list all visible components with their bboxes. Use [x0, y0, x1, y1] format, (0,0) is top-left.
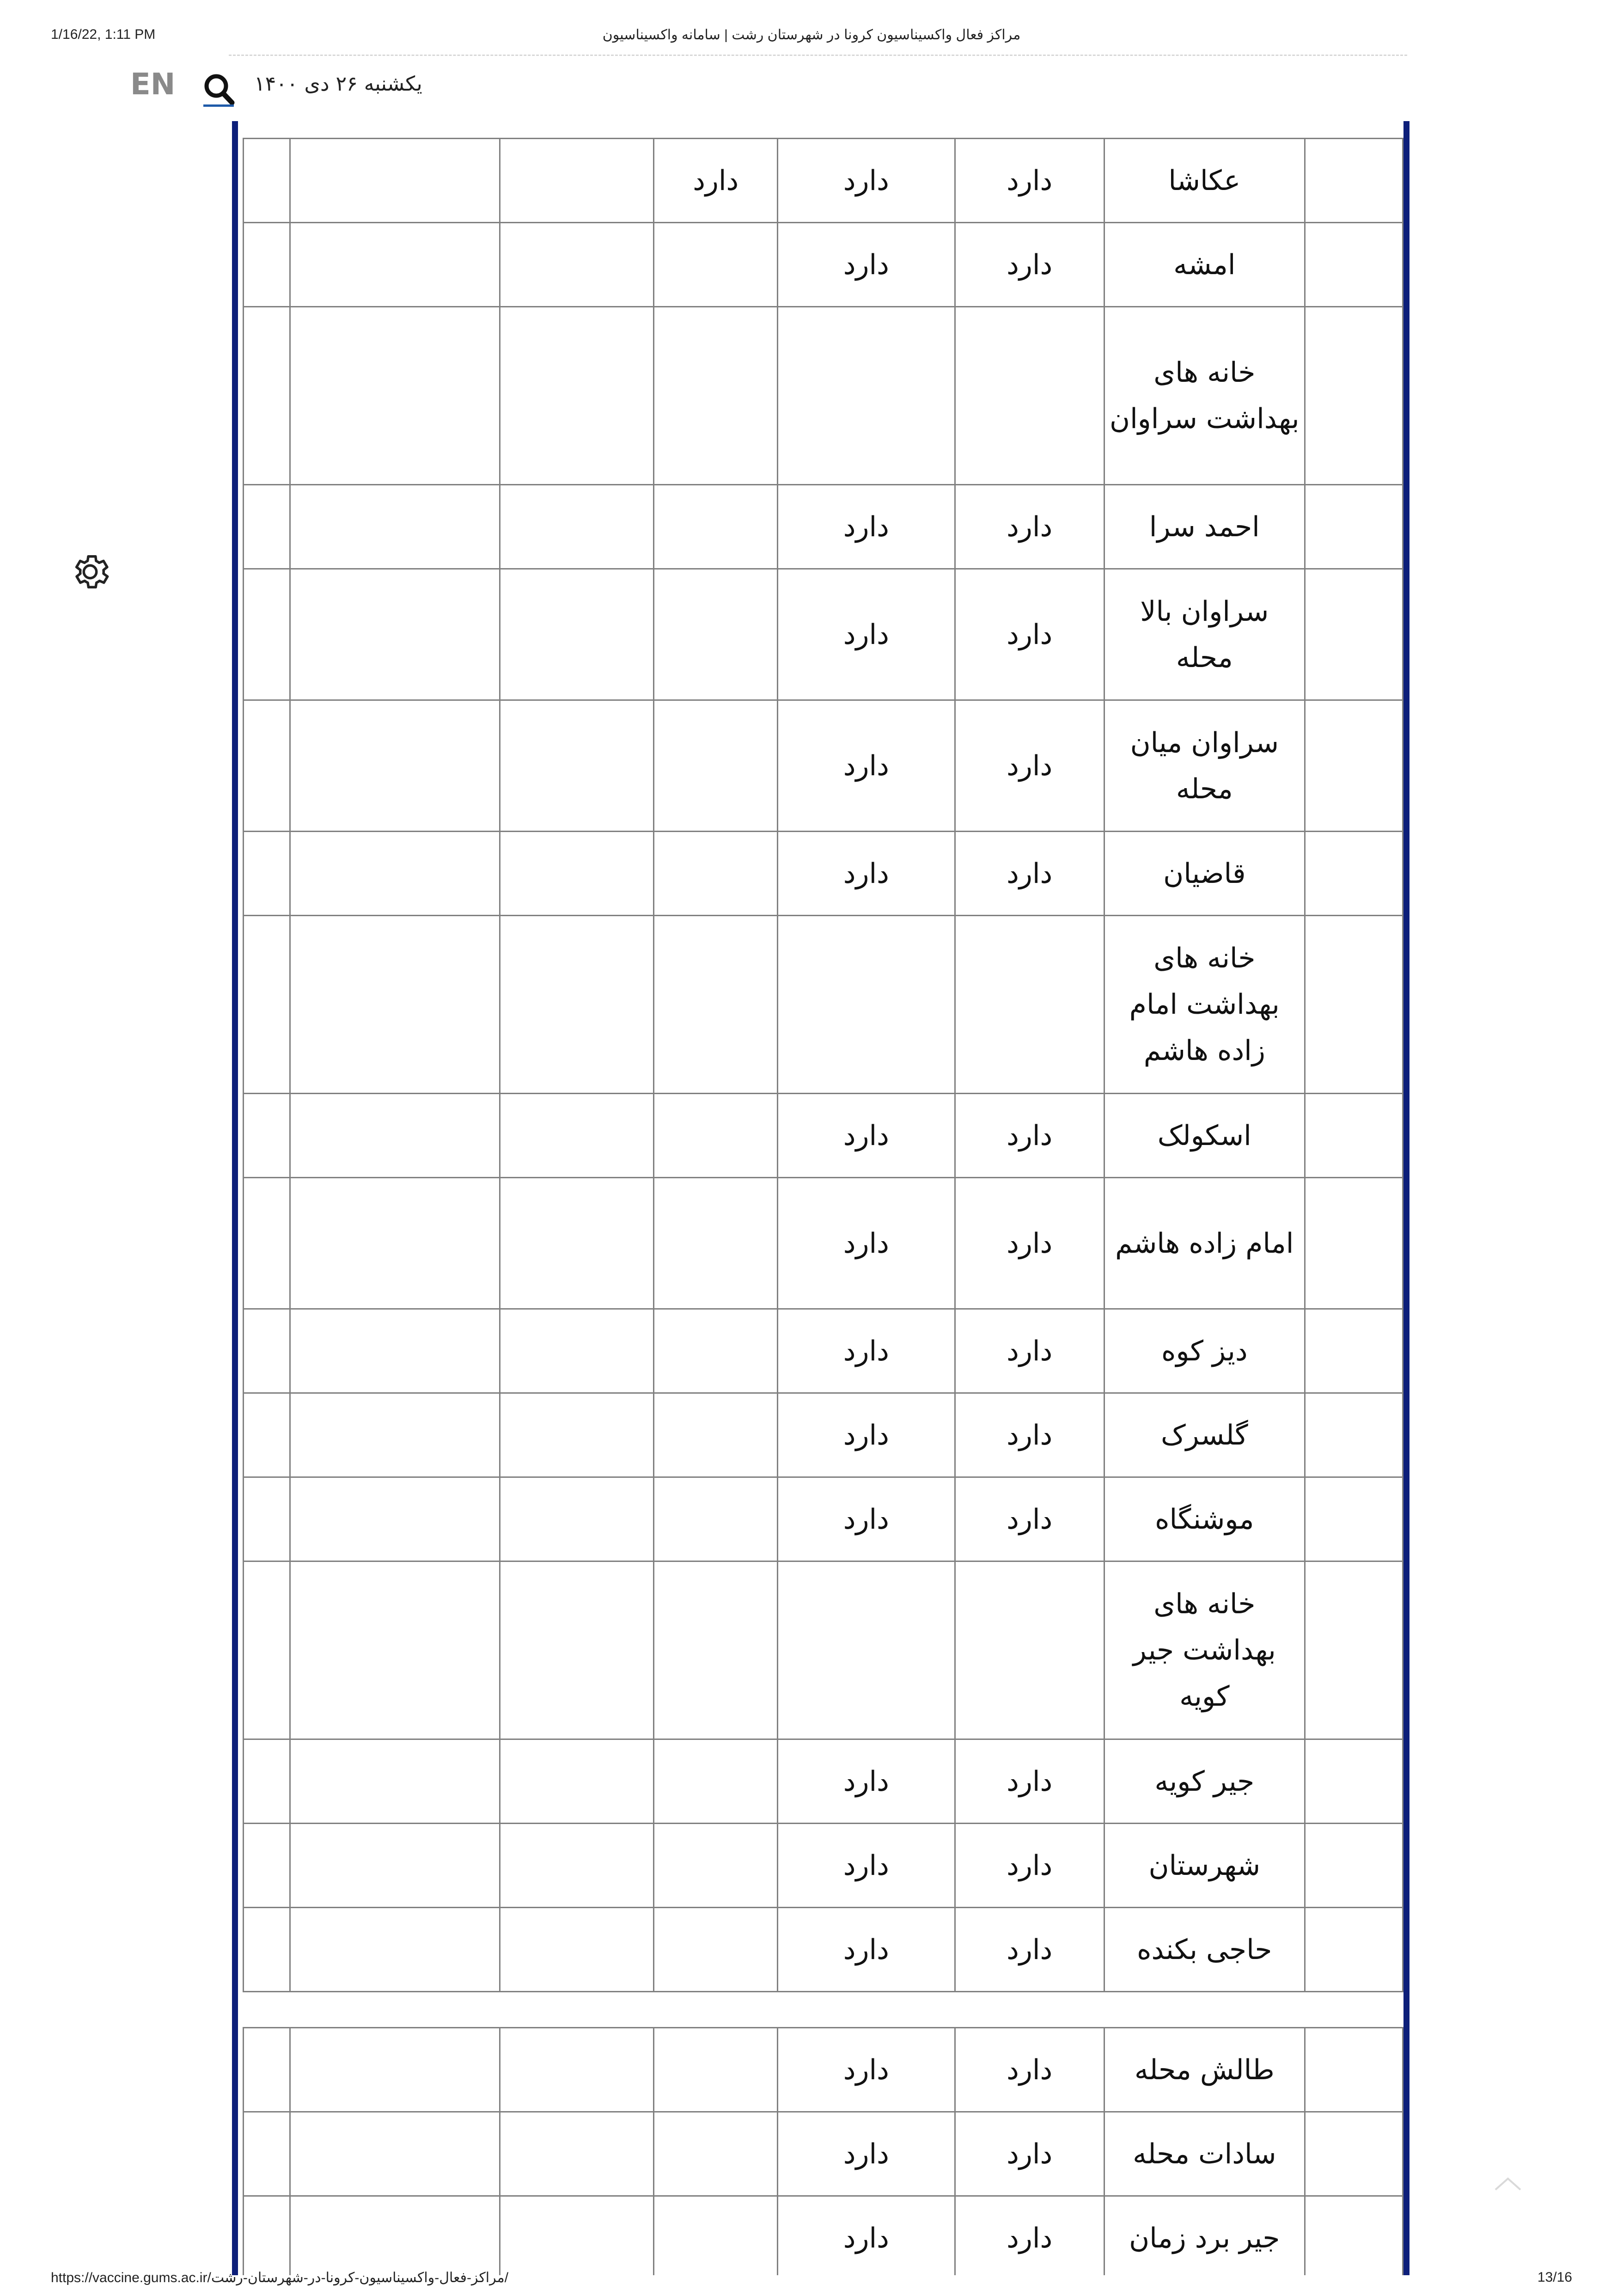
center-name-cell: اسکولک	[1104, 1094, 1305, 1178]
empty-cell	[290, 1908, 500, 1992]
print-footer	[0, 2270, 1623, 2288]
center-name-cell: جیر برد زمان	[1104, 2196, 1305, 2276]
empty-cell	[500, 1178, 654, 1309]
status-cell: دارد	[955, 700, 1104, 832]
empty-cell	[1305, 1739, 1403, 1824]
status-cell	[955, 307, 1104, 485]
center-name-cell: سراوان بالا محله	[1104, 569, 1305, 700]
status-cell: دارد	[778, 1309, 955, 1393]
gear-icon[interactable]	[68, 550, 112, 594]
empty-cell	[290, 1824, 500, 1908]
status-cell: دارد	[955, 2196, 1104, 2276]
empty-cell	[290, 2196, 500, 2276]
empty-cell	[244, 1393, 290, 1477]
status-cell	[654, 2028, 778, 2112]
empty-cell	[500, 1824, 654, 1908]
empty-cell	[290, 1393, 500, 1477]
status-cell	[778, 916, 955, 1094]
table-row	[244, 2112, 1403, 2196]
vaccination-centers-table	[243, 138, 1403, 2275]
empty-cell	[290, 307, 500, 485]
table-row	[244, 2028, 1403, 2112]
empty-cell	[500, 700, 654, 832]
center-name-cell: جیر کویه	[1104, 1739, 1305, 1824]
topbar-divider	[229, 55, 1407, 58]
table-row	[244, 1908, 1403, 1992]
empty-cell	[1305, 1477, 1403, 1561]
empty-cell	[244, 700, 290, 832]
center-name-cell: گلسرک	[1104, 1393, 1305, 1477]
status-cell: دارد	[778, 1739, 955, 1824]
empty-cell	[500, 569, 654, 700]
center-name-cell: احمد سرا	[1104, 485, 1305, 569]
empty-cell	[1305, 569, 1403, 700]
center-name-cell: امام زاده هاشم	[1104, 1178, 1305, 1309]
print-header	[0, 27, 1623, 45]
empty-cell	[1305, 832, 1403, 916]
center-name-cell: دیز کوه	[1104, 1309, 1305, 1393]
print-date: 1/16/22, 1:11 PM	[51, 27, 156, 42]
empty-cell	[290, 832, 500, 916]
status-cell: دارد	[778, 1094, 955, 1178]
empty-cell	[244, 1908, 290, 1992]
table-group-row	[244, 1561, 1403, 1739]
empty-cell	[290, 700, 500, 832]
table-group-row	[244, 307, 1403, 485]
center-name-cell: شهرستان	[1104, 1824, 1305, 1908]
center-name-cell: حاجی بکنده	[1104, 1908, 1305, 1992]
empty-cell	[244, 2196, 290, 2276]
table-row	[244, 1094, 1403, 1178]
status-cell: دارد	[778, 832, 955, 916]
empty-cell	[1305, 2028, 1403, 2112]
status-cell: دارد	[955, 2112, 1104, 2196]
empty-cell	[290, 2028, 500, 2112]
status-cell	[654, 1309, 778, 1393]
status-cell	[654, 1178, 778, 1309]
header-date: یکشنبه ۲۶ دی ۱۴۰۰	[254, 72, 422, 96]
empty-cell	[1305, 1908, 1403, 1992]
print-url: https://vaccine.gums.ac.ir/مراکز-فعال-واکسیناسیون-کرونا-در-شهرستان-رشت/	[51, 2270, 509, 2285]
empty-cell	[290, 569, 500, 700]
empty-cell	[500, 2028, 654, 2112]
empty-cell	[290, 1094, 500, 1178]
empty-cell	[1305, 1561, 1403, 1739]
empty-cell	[244, 485, 290, 569]
center-name-cell: طالش محله	[1104, 2028, 1305, 2112]
table-row	[244, 569, 1403, 700]
empty-cell	[500, 1739, 654, 1824]
empty-cell	[290, 485, 500, 569]
status-cell	[778, 307, 955, 485]
status-cell: دارد	[778, 1824, 955, 1908]
empty-cell	[244, 223, 290, 307]
empty-cell	[1305, 1393, 1403, 1477]
status-cell	[654, 916, 778, 1094]
empty-cell	[244, 916, 290, 1094]
status-cell	[654, 1908, 778, 1992]
status-cell	[654, 832, 778, 916]
empty-cell	[1305, 1178, 1403, 1309]
table-row	[244, 700, 1403, 832]
status-cell	[778, 1561, 955, 1739]
status-cell	[654, 1477, 778, 1561]
status-cell: دارد	[955, 1739, 1104, 1824]
table-row	[244, 2196, 1403, 2276]
status-cell: دارد	[955, 223, 1104, 307]
table-row	[244, 1739, 1403, 1824]
empty-cell	[244, 139, 290, 223]
empty-cell	[290, 1178, 500, 1309]
status-cell: دارد	[778, 1393, 955, 1477]
center-name-cell: عکاشا	[1104, 139, 1305, 223]
status-cell	[654, 307, 778, 485]
table-row	[244, 1477, 1403, 1561]
empty-cell	[500, 1908, 654, 1992]
empty-cell	[500, 2196, 654, 2276]
empty-cell	[244, 569, 290, 700]
status-cell: دارد	[778, 569, 955, 700]
empty-cell	[500, 139, 654, 223]
status-cell: دارد	[778, 223, 955, 307]
table-row	[244, 1824, 1403, 1908]
empty-cell	[290, 1739, 500, 1824]
empty-cell	[290, 139, 500, 223]
status-cell	[955, 916, 1104, 1094]
separator-cell	[244, 1992, 1403, 2028]
empty-cell	[290, 1561, 500, 1739]
table-group-row	[244, 916, 1403, 1094]
empty-cell	[290, 916, 500, 1094]
empty-cell	[244, 2112, 290, 2196]
status-cell	[654, 2112, 778, 2196]
status-cell	[654, 1739, 778, 1824]
empty-cell	[1305, 139, 1403, 223]
empty-cell	[290, 2112, 500, 2196]
status-cell: دارد	[955, 1309, 1104, 1393]
center-name-cell: سراوان میان محله	[1104, 700, 1305, 832]
status-cell: دارد	[955, 1393, 1104, 1477]
empty-cell	[500, 1094, 654, 1178]
status-cell	[654, 569, 778, 700]
group-name-cell: خانه های بهداشت امام زاده هاشم	[1104, 916, 1305, 1094]
empty-cell	[1305, 2196, 1403, 2276]
group-name-cell: خانه های بهداشت جیر کویه	[1104, 1561, 1305, 1739]
table-row	[244, 139, 1403, 223]
print-page-title: مراکز فعال واکسیناسیون کرونا در شهرستان رشت | سامانه واکسیناسیون	[602, 27, 1021, 43]
empty-cell	[244, 1178, 290, 1309]
empty-cell	[290, 223, 500, 307]
empty-cell	[1305, 307, 1403, 485]
status-cell: دارد	[955, 1908, 1104, 1992]
scroll-to-top-icon[interactable]	[1492, 2175, 1524, 2193]
table-row	[244, 223, 1403, 307]
empty-cell	[244, 1094, 290, 1178]
empty-cell	[290, 1309, 500, 1393]
status-cell: دارد	[955, 1824, 1104, 1908]
center-name-cell: موشنگاه	[1104, 1477, 1305, 1561]
empty-cell	[500, 1309, 654, 1393]
empty-cell	[1305, 1309, 1403, 1393]
empty-cell	[500, 916, 654, 1094]
status-cell	[654, 1094, 778, 1178]
empty-cell	[244, 1739, 290, 1824]
status-cell	[654, 1393, 778, 1477]
status-cell: دارد	[955, 2028, 1104, 2112]
status-cell	[654, 1561, 778, 1739]
empty-cell	[1305, 1824, 1403, 1908]
status-cell: دارد	[955, 1178, 1104, 1309]
table-row	[244, 1309, 1403, 1393]
empty-cell	[1305, 2112, 1403, 2196]
status-cell: دارد	[955, 569, 1104, 700]
empty-cell	[1305, 1094, 1403, 1178]
status-cell	[654, 1824, 778, 1908]
center-name-cell: سادات محله	[1104, 2112, 1305, 2196]
status-cell: دارد	[778, 1908, 955, 1992]
search-underline	[203, 104, 234, 107]
status-cell: دارد	[955, 485, 1104, 569]
status-cell	[654, 223, 778, 307]
status-cell	[654, 485, 778, 569]
status-cell: دارد	[955, 1094, 1104, 1178]
print-page-number: 13/16	[1537, 2270, 1572, 2285]
empty-cell	[244, 1309, 290, 1393]
empty-cell	[500, 2112, 654, 2196]
content-frame	[232, 121, 1409, 2275]
status-cell: دارد	[778, 2196, 955, 2276]
table-row	[244, 485, 1403, 569]
language-switch-button[interactable]: EN	[130, 67, 176, 102]
status-cell	[955, 1561, 1104, 1739]
status-cell: دارد	[778, 700, 955, 832]
status-cell: دارد	[778, 139, 955, 223]
empty-cell	[1305, 700, 1403, 832]
empty-cell	[244, 1561, 290, 1739]
status-cell: دارد	[778, 2028, 955, 2112]
group-name-cell: خانه های بهداشت سراوان	[1104, 307, 1305, 485]
status-cell	[654, 700, 778, 832]
empty-cell	[244, 1477, 290, 1561]
status-cell: دارد	[654, 139, 778, 223]
empty-cell	[1305, 916, 1403, 1094]
empty-cell	[500, 223, 654, 307]
empty-cell	[500, 307, 654, 485]
empty-cell	[500, 485, 654, 569]
status-cell: دارد	[955, 139, 1104, 223]
empty-cell	[500, 1477, 654, 1561]
status-cell: دارد	[778, 2112, 955, 2196]
table-separator-row	[244, 1992, 1403, 2028]
status-cell: دارد	[778, 1477, 955, 1561]
status-cell: دارد	[955, 832, 1104, 916]
empty-cell	[1305, 223, 1403, 307]
empty-cell	[244, 2028, 290, 2112]
table-row	[244, 1393, 1403, 1477]
empty-cell	[244, 1824, 290, 1908]
empty-cell	[290, 1477, 500, 1561]
empty-cell	[244, 307, 290, 485]
empty-cell	[500, 1393, 654, 1477]
status-cell	[654, 2196, 778, 2276]
empty-cell	[500, 832, 654, 916]
empty-cell	[244, 832, 290, 916]
table-row	[244, 1178, 1403, 1309]
center-name-cell: قاضیان	[1104, 832, 1305, 916]
center-name-cell: امشه	[1104, 223, 1305, 307]
empty-cell	[500, 1561, 654, 1739]
status-cell: دارد	[778, 1178, 955, 1309]
empty-cell	[1305, 485, 1403, 569]
table-row	[244, 832, 1403, 916]
status-cell: دارد	[778, 485, 955, 569]
status-cell: دارد	[955, 1477, 1104, 1561]
